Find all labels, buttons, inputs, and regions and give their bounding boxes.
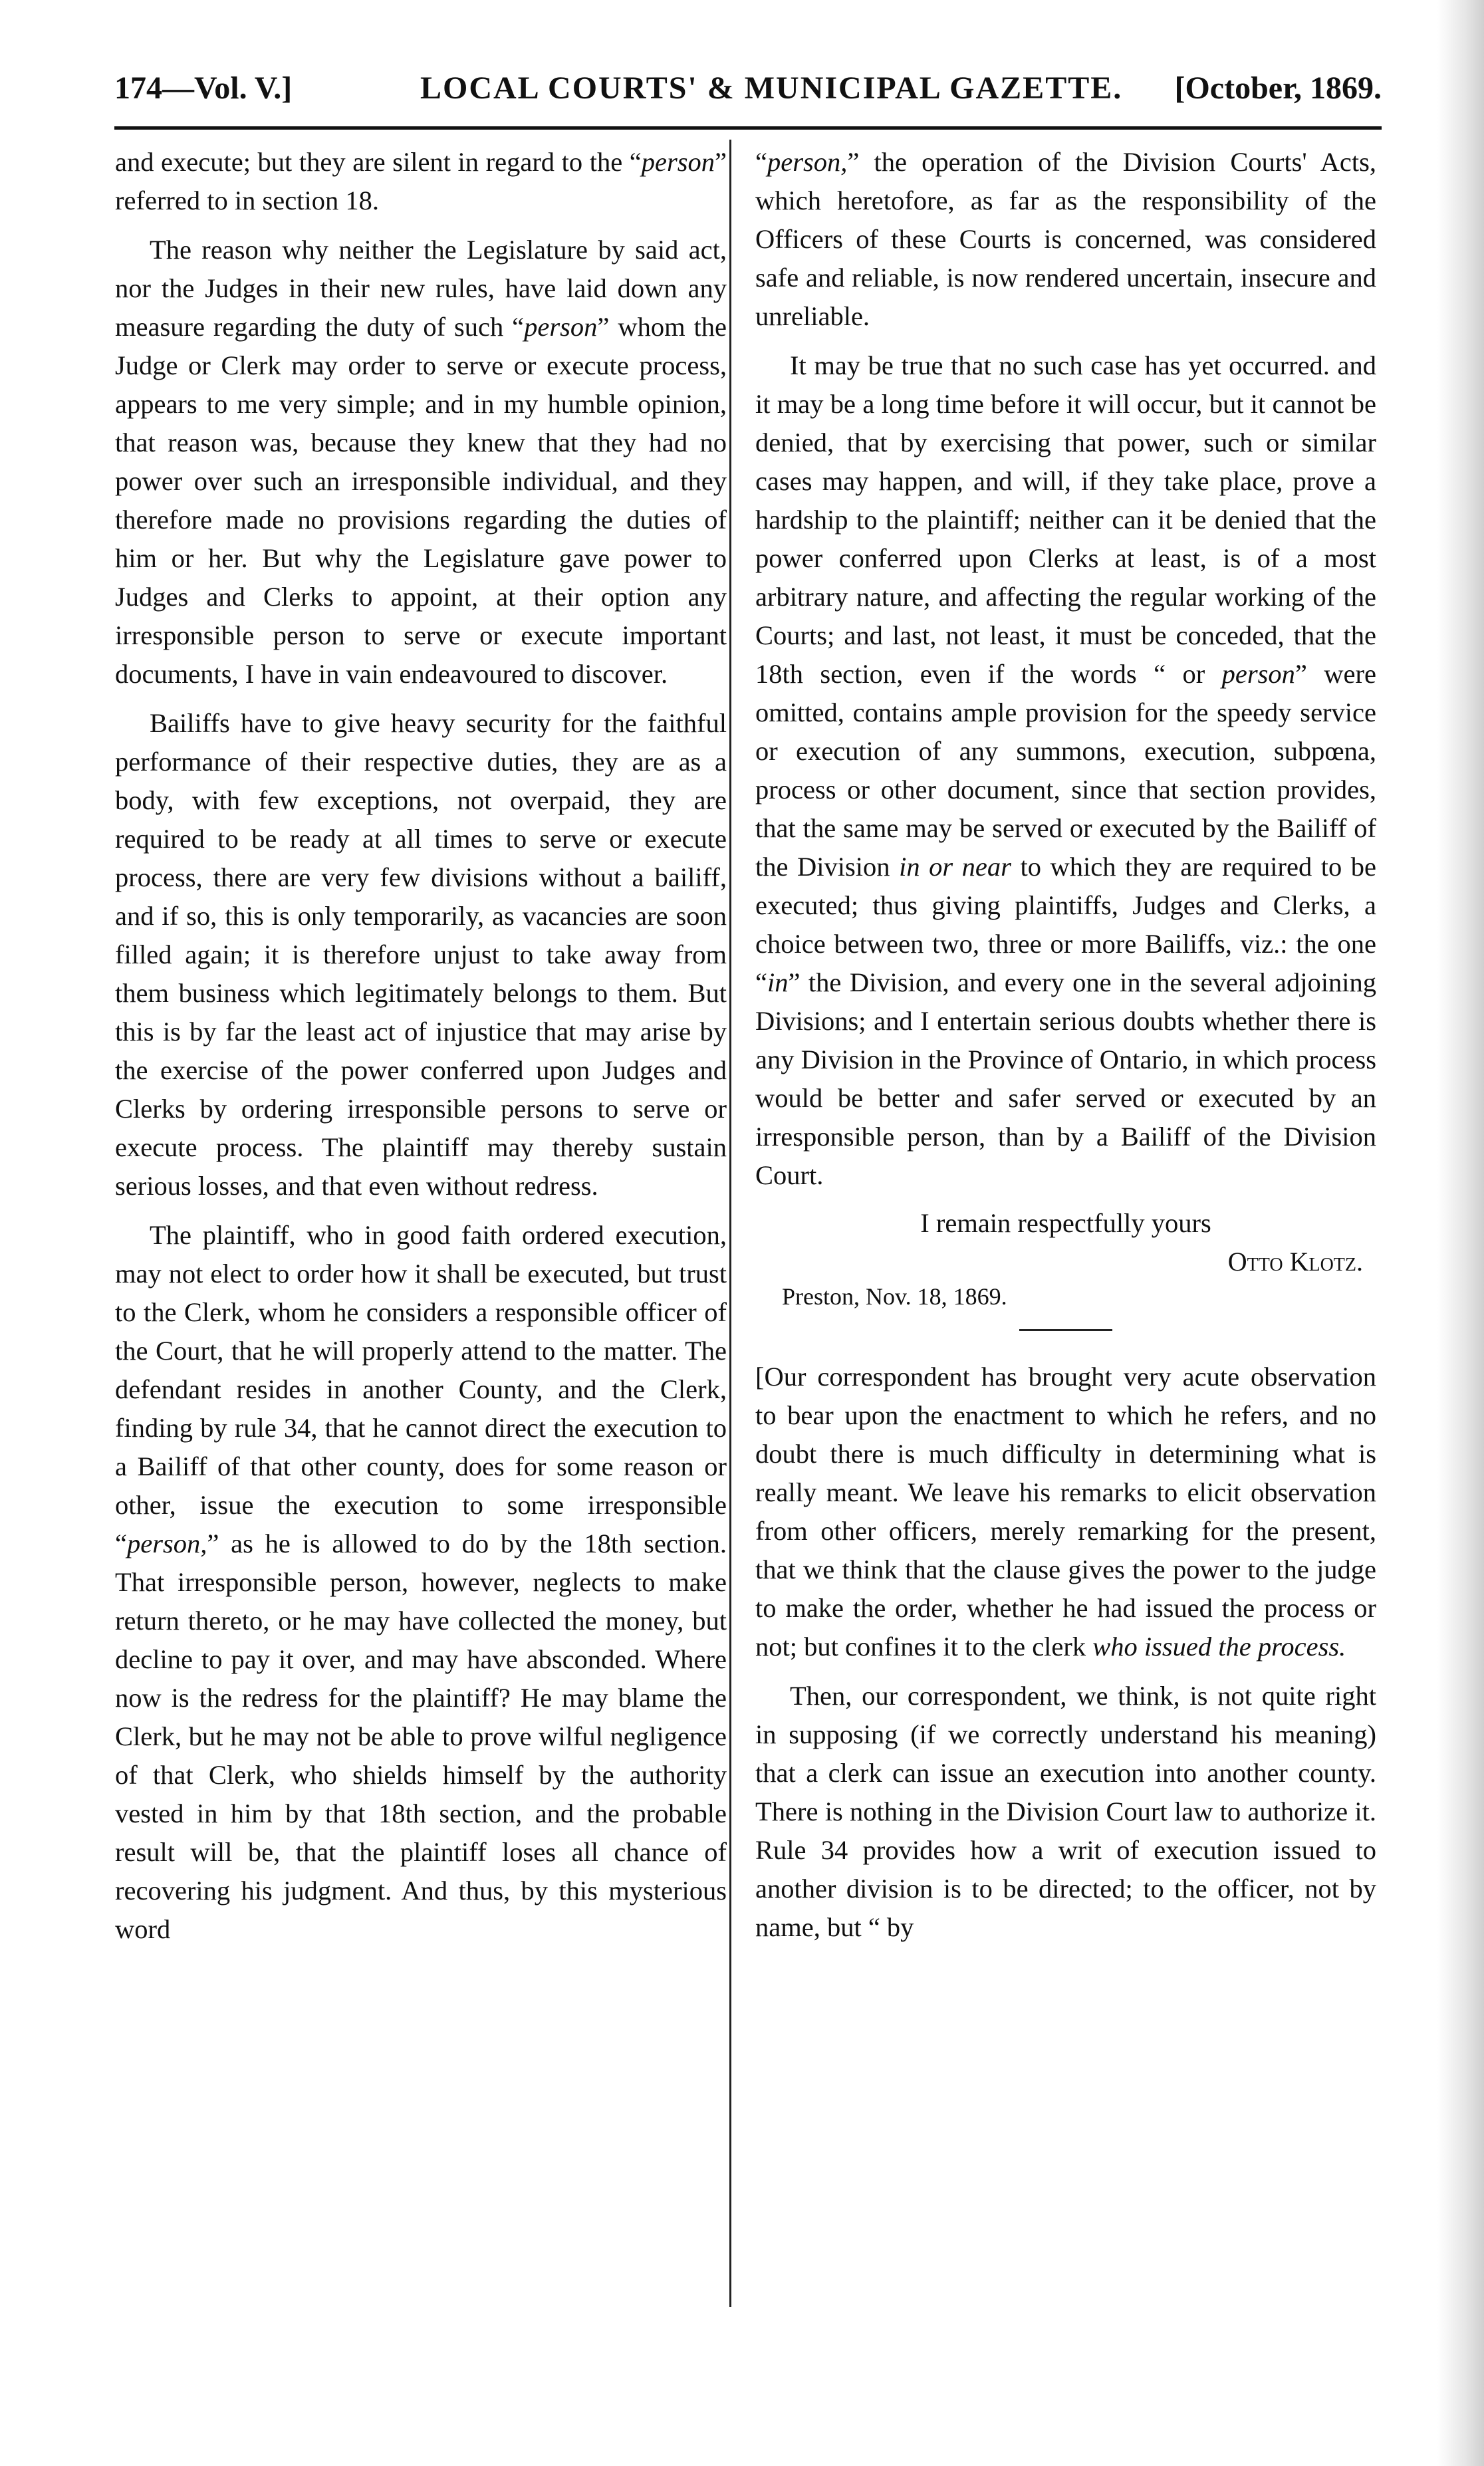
page-number-volume: 174—Vol. V.] bbox=[114, 70, 293, 106]
text-run: and execute; but they are silent in regard to the “ bbox=[115, 147, 642, 177]
text-run: ” as he is allowed to do by the 18th section. That irresponsible person, however, neglects to make return thereto, or he may have collected the money, but decline to pay it over, and may have absconded. Where now is the redress for the plaintiff? He may blame the Clerk, but he may not be able to prove wilful negligence of that Clerk, who shields himself by the authority vested in him by that 18th section, and the probable result will be, that the plaintiff loses all chance of recovering his judgment. And thus, by this mysterious word bbox=[115, 1529, 727, 1944]
column-divider bbox=[729, 140, 731, 2307]
text-run: ” whom the Judge or Clerk may order to serve or execute process, appears to me very simple; and in my humble opinion, that reason was, because they knew that they had no power over such an irresponsible individual, and they therefore made no provisions regarding the duties of him or her. But why the Legislature gave power to Judges and Clerks to appoint, at their option any irresponsible person to serve or execute important documents, I have in vain endeavoured to discover. bbox=[115, 312, 727, 689]
paragraph bbox=[755, 1358, 1376, 1666]
italic-text: in bbox=[767, 967, 789, 997]
italic-text: in or near bbox=[899, 852, 1011, 882]
text-run: ” were omitted, contains ample provision for the speedy service or execution of any summons, execution, subpœna, process or other document, since that section provides, that the same may be served or executed by the Bailiff of the Division bbox=[755, 659, 1376, 882]
italic-text: person bbox=[1221, 659, 1295, 689]
paragraph bbox=[755, 346, 1376, 1195]
signature-block bbox=[755, 1243, 1376, 1312]
text-run: It may be true that no such case has yet occurred. and it may be a long time before it will occur, but it cannot be denied, that by exercising that power, such or similar cases may happen, and will, if they take place, prove a hardship to the plaintiff; neither can it be denied that the power conferred upon Clerks at least, is of a most arbitrary nature, and affecting the regular working of the Courts; and last, not least, it must be conceded, that the 18th section, even if the words “ or bbox=[755, 350, 1376, 689]
text-run: ” the Division, and every one in the several adjoining Divisions; and I entertain serious doubts whether there is any Division in the Province of Ontario, in which process would be better and safer served or executed by an irresponsible person, than by a Bailiff of the Division Court. bbox=[755, 967, 1376, 1190]
italic-text: person, bbox=[767, 147, 848, 177]
header-rule bbox=[114, 126, 1382, 130]
paragraph bbox=[115, 1216, 727, 1949]
paragraph bbox=[115, 143, 727, 220]
italic-text: person bbox=[524, 312, 598, 342]
text-run: ” the operation of the Division Courts' Acts, which heretofore, as far as the responsibility of the Officers of these Courts is concerned, was considered safe and reliable, is now rendered uncertain, insecure and unreliable. bbox=[755, 147, 1376, 331]
place-date-line: Preston, Nov. 18, 1869. bbox=[782, 1283, 1007, 1310]
italic-text: who issued the process. bbox=[1092, 1632, 1346, 1662]
paragraph bbox=[755, 143, 1376, 336]
issue-date: [October, 1869. bbox=[1174, 70, 1382, 106]
section-rule bbox=[1019, 1329, 1112, 1331]
text-run: to which they are required to be executed; thus giving plaintiffs, Judges and Clerks, a choice between two, three or more Bailiffs, viz.: the one “ bbox=[755, 852, 1377, 997]
page-edge-shadow bbox=[1437, 0, 1484, 2466]
italic-text: person, bbox=[126, 1529, 207, 1558]
paragraph bbox=[115, 231, 727, 693]
left-column bbox=[115, 143, 727, 1949]
text-run: “ bbox=[755, 147, 767, 177]
text-run: ” referred to in section 18. bbox=[115, 147, 727, 215]
closing-line: I remain respectfully yours bbox=[920, 1208, 1211, 1238]
publication-title: LOCAL COURTS' & MUNICIPAL GAZETTE. bbox=[420, 70, 1123, 106]
paragraph: Then, our correspondent, we think, is not quite right in supposing (if we correctly understand his meaning) that a clerk can issue an execution into another county. There is nothing in the Division Court law to authorize it. Rule 34 provides how a writ of execution issued to another division is to be directed; to the officer, not by name, but “ by bbox=[755, 1681, 1376, 1942]
paragraph: Bailiffs have to give heavy security for the faithful performance of their respective duties, they are as a body, with few exceptions, not overpaid, they are required to be ready at all times to serve or execute process, there are very few divisions without a bailiff, and if so, this is only temporarily, as vacancies are soon filled again; it is therefore unjust to take away from them business which legitimately belongs to them. But this is by far the least act of injustice that may arise by the exercise of the power conferred upon Judges and Clerks by ordering irresponsible persons to serve or execute process. The plaintiff may thereby sustain serious losses, and that even without redress. bbox=[115, 708, 727, 1201]
italic-text: person bbox=[641, 147, 715, 177]
page-header bbox=[114, 63, 1382, 116]
text-run: The reason why neither the Legislature by said act, nor the Judges in their new rules, have laid down any measure regarding the duty of such “ bbox=[115, 235, 727, 342]
text-run: [Our correspondent has brought very acute observation to bear upon the enactment to which he refers, and no doubt there is much difficulty in determining what is really meant. We leave his remarks to elicit observation from other officers, merely remarking for the present, that we think that the clause gives the power to the judge to make the order, whether he had issued the process or not; but confines it to the clerk bbox=[755, 1362, 1376, 1662]
right-column bbox=[755, 143, 1376, 1947]
text-run: The plaintiff, who in good faith ordered execution, may not elect to order how it shall be executed, but trust to the Clerk, whom he considers a responsible officer of the Court, that he will properly attend to the matter. The defendant resides in another County, and the Clerk, finding by rule 34, that he cannot direct the execution to a Bailiff of that other county, does for some reason or other, issue the execution to some irresponsible “ bbox=[115, 1220, 727, 1558]
author-signature: Otto Klotz. bbox=[1227, 1247, 1363, 1277]
